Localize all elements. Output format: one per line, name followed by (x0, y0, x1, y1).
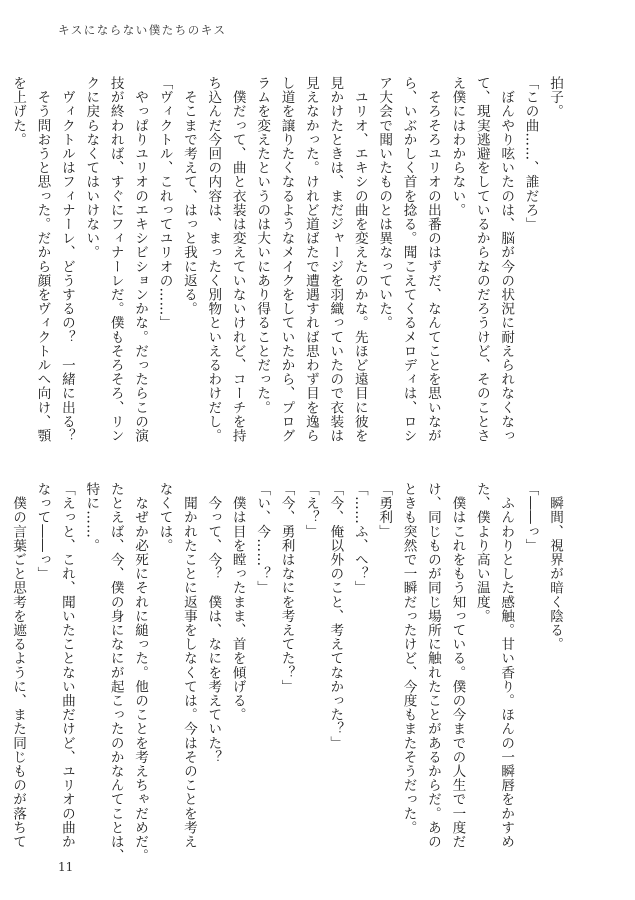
text-line: ラムを変えたというのは大いにあり得ることだった。 (254, 76, 271, 415)
text-line: 「今、俺以外のこと、考えてなかった？」 (327, 482, 344, 750)
text-line: そろそろユリオの出番のはずだ、なんてことを思いなが (424, 76, 441, 443)
text-line: 僕は目を瞠ったまま、首を傾げる。 (229, 482, 246, 722)
text-line: 僕の言葉ごと思考を遮るように、また同じものが落ちて (10, 482, 27, 849)
text-line: ヴィクトルはフィナーレ、どうするの？ 一緒に出る？ (58, 76, 75, 443)
text-line: 今って、今？ 僕は、なにを考えていた？ (205, 482, 222, 764)
text-line: 「勇利」 (376, 482, 393, 539)
text-line: ち込んだ今回の内容は、まったく別物といえるわけだし。 (205, 76, 222, 443)
text-line: 「え？」 (302, 482, 319, 539)
text-line: 拍子。 (547, 76, 563, 119)
text-line: ぼんやり呟いたのは、脳が今の状況に耐えられなくなっ (498, 76, 515, 443)
text-line: なって――っ」 (34, 482, 51, 581)
text-line: 見えなかった。けれど道ばたで遭遇すれば思わず目を逸ら (302, 76, 319, 443)
text-line: 僕はこれをもう知っている。僕の今までの人生で一度だ (449, 482, 466, 849)
text-line: た、僕より高い温度。 (473, 482, 490, 623)
text-line: 「……ふ、へ？」 (351, 482, 368, 595)
text-line: 「この曲……、誰だろ」 (522, 76, 539, 232)
text-line: 「ヴィクトル、これってユリオの……」 (156, 76, 173, 330)
running-title: キスにならない僕たちのキス (58, 23, 227, 37)
text-line: を上げた。 (10, 76, 27, 147)
text-line: 技が終われば、すぐにフィナーレだ。僕もそろそろ、リン (107, 76, 124, 443)
text-line: 聞かれたことに返事をしなくては。今はそのことを考え (180, 482, 197, 849)
text-line: やっぱりユリオのエキシビションかな。だったらこの演 (132, 76, 149, 443)
text-line: 特に……。 (83, 482, 100, 553)
text-line: て、現実逃避をしているからなのだろうけど、そのことさ (473, 76, 490, 443)
text-line: え僕にはわからない。 (449, 76, 466, 217)
text-line: なくては。 (156, 482, 173, 553)
text-line: 「――っ」 (522, 482, 539, 553)
text-block-bottom (10, 482, 567, 863)
text-line: 見かけたときは、まだジャージを羽織っていたので衣装は (327, 76, 344, 443)
text-line: ときも突然で一瞬だったけど、今度もまたそうだった。 (400, 482, 417, 835)
text-line: 「い、今……？」 (254, 482, 271, 595)
text-line: 僕だって、曲と衣装は変えていないけれど、コーチを持 (229, 76, 246, 443)
text-line: 瞬間、視界が暗く陰る。 (547, 482, 563, 652)
text-line: 「えっと、これ、聞いたことない曲だけど、ユリオの曲か (58, 482, 75, 849)
text-line: け、同じものが同じ場所に触れたことがあるからだ。あの (424, 482, 441, 849)
text-line: ら、いぶかしく首を捻る。聞こえてくるメロディは、ロシ (400, 76, 417, 443)
text-line: ふんわりとした感触。甘い香り。ほんの一瞬唇をかすめ (498, 482, 515, 849)
text-line: ア大会で聞いたものとは異なっていた。 (376, 76, 393, 330)
text-line: そこまで考えて、はっと我に返る。 (180, 76, 197, 316)
text-line: クに戻らなくてはいけない。 (83, 76, 100, 260)
text-line: し道を譲りたくなるようなメイクをしていたから、プログ (278, 76, 295, 443)
text-block-top (10, 76, 567, 456)
text-line: なぜか必死にそれに縋った。他のことを考えちゃだめだ。 (132, 482, 149, 863)
text-line: 「今、勇利はなにを考えてた？」 (278, 482, 295, 694)
text-line: そう問おうと思った。だから顔をヴィクトルへ向け、顎 (34, 76, 51, 443)
text-line: ユリオ、エキシの曲を変えたのかな。先ほど遠目に彼を (351, 76, 368, 443)
text-line: たとえば、今、僕の身になにが起こったのかなんてことは、 (107, 482, 124, 863)
page-number: 11 (58, 860, 74, 874)
